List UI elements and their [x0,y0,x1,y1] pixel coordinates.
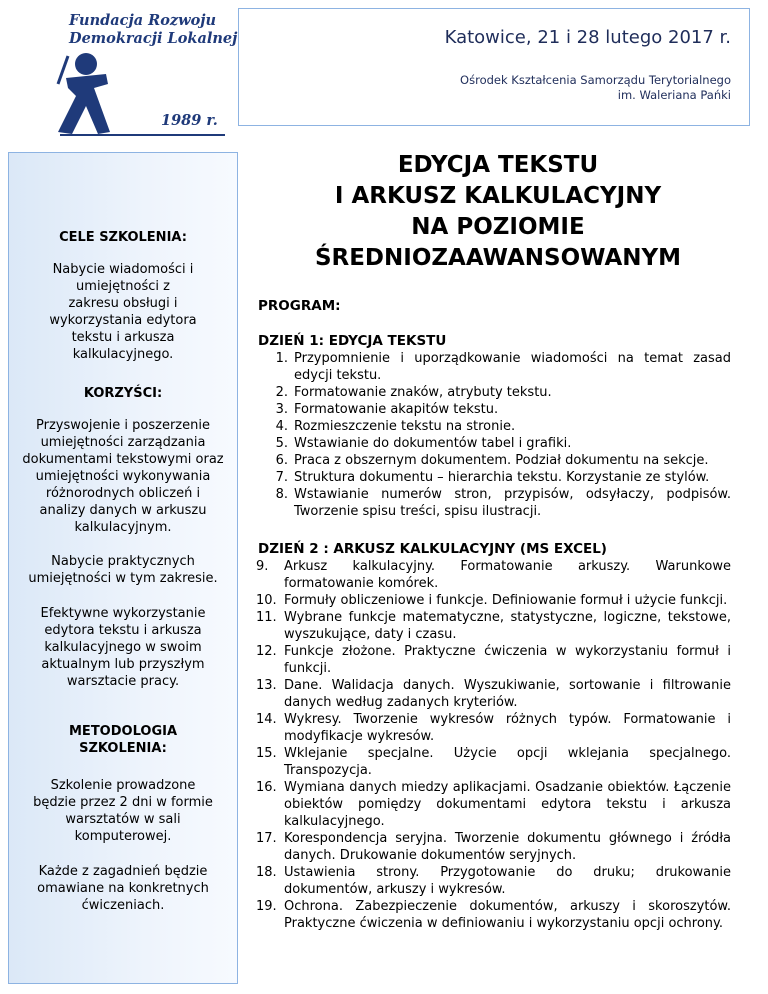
day2-heading: DZIEŃ 2 : ARKUSZ KALKULACYJNY (MS EXCEL) [258,541,607,557]
goals-text: Nabycie wiadomości i umiejętności z zakresu obsługi i wykorzystania edytora tekstu i arkusza kalkulacyjnego. [49,262,197,362]
list-item-number: 19. [256,899,277,914]
benefits-heading: KORZYŚCI: [83,386,163,401]
list-item [258,418,731,435]
method-text-2: Każde z zagadnień będzie omawiane na konkretnych ćwiczeniach. [37,864,209,913]
list-item-number: 3. [275,402,288,417]
list-item-text: Struktura dokumentu – hierarchia tekstu. Korzystanie ze stylów. [294,470,710,485]
header-box [238,8,750,126]
title-line-4: ŚREDNIOZAAWANSOWANYM [314,245,682,271]
list-item [258,486,731,520]
day1-heading: DZIEŃ 1: EDYCJA TEKSTU [258,333,447,349]
benefits-text-1: Przyswojenie i poszerzenie umiejętności zarządzania dokumentami tekstowymi oraz umiejętności wykonywania różnorodnych obliczeń i analizy danych w arkuszu kalkulacyjnym. [22,418,224,535]
list-item [258,452,731,469]
list-item [256,592,731,609]
sidebar [8,152,238,984]
list-item [258,384,731,401]
method-text-1: Szkolenie prowadzone będzie przez 2 dni w formie warsztatów w sali komputerowej. [33,778,213,844]
goals-heading: CELE SZKOLENIA: [59,230,187,245]
list-item-text: Formatowanie akapitów tekstu. [294,402,499,417]
founding-year: 1989 r. [161,112,218,129]
list-item-text: Ustawienia strony. Przygotowanie do druku; drukowanie dokumentów, arkuszy i wykresów. [284,865,731,897]
benefits-text-2: Nabycie praktycznych umiejętności w tym zakresie. [28,554,218,586]
list-item [256,558,731,592]
list-item-number: 15. [256,746,277,761]
org-name-line1: Fundacja Rozwoju [69,12,217,29]
list-item [258,350,731,384]
list-item [256,677,731,711]
title-line-3: NA POZIOMIE [411,214,585,240]
list-item-number: 10. [256,593,277,608]
list-item-number: 16. [256,780,277,795]
list-item-number: 8. [275,487,288,502]
title-line-2: I ARKUSZ KALKULACYJNY [334,183,662,209]
title-line-1: EDYCJA TEKSTU [397,152,599,178]
list-item-text: Rozmieszczenie tekstu na stronie. [294,419,516,434]
center-patron: im. Waleriana Pańki [617,88,731,102]
method-heading: METODOLOGIA SZKOLENIA: [69,724,178,756]
list-item-number: 6. [275,453,288,468]
list-item-number: 9. [256,559,269,574]
list-item-number: 13. [256,678,277,693]
list-item [256,745,731,779]
training-center [460,73,731,103]
list-item-text: Dane. Walidacja danych. Wyszukiwanie, sortowanie i filtrowanie danych według zadanych kryteriów. [284,678,731,710]
list-item [258,401,731,418]
list-item-text: Arkusz kalkulacyjny. Formatowanie arkuszy. Warunkowe formatowanie komórek. [284,559,731,591]
list-item [256,830,731,864]
event-date: Katowice, 21 i 28 lutego 2017 r. [444,27,731,48]
list-item-text: Wklejanie specjalne. Użycie opcji wklejania specjalnego. Transpozycja. [284,746,731,778]
list-item-text: Ochrona. Zabezpieczenie dokumentów, arkuszy i skoroszytów. Praktyczne ćwiczenia w definiowaniu i wykorzystaniu opcji ochrony. [284,899,731,931]
org-name-line2: Demokracji Lokalnej [69,30,238,47]
list-item-text: Wstawianie do dokumentów tabel i grafiki. [294,436,572,451]
list-item-text: Formatowanie znaków, atrybuty tekstu. [294,385,552,400]
list-item-number: 12. [256,644,277,659]
list-item [256,779,731,830]
list-item-number: 1. [275,351,288,366]
list-item-number: 14. [256,712,277,727]
day2-list [256,558,731,932]
list-item-number: 18. [256,865,277,880]
list-item [256,864,731,898]
list-item-text: Wymiana danych miedzy aplikacjami. Osadzanie obiektów. Łączenie obiektów pomiędzy dokumentami edytora tekstu i arkusza kalkulacyjnego. [284,780,731,829]
list-item-text: Formuły obliczeniowe i funkcje. Definiowanie formuł i użycie funkcji. [284,593,728,608]
list-item-text: Praca z obszernym dokumentem. Podział dokumentu na sekcje. [294,453,709,468]
list-item-text: Funkcje złożone. Praktyczne ćwiczenia w wykorzystaniu formuł i funkcji. [284,644,731,676]
list-item-text: Wykresy. Tworzenie wykresów różnych typów. Formatowanie i modyfikacje wykresów. [284,712,731,744]
center-name: Ośrodek Kształcenia Samorządu Terytorialnego [460,73,731,87]
list-item-number: 5. [275,436,288,451]
list-item-number: 4. [275,419,288,434]
list-item-number: 2. [275,385,288,400]
list-item-number: 7. [275,470,288,485]
list-item [258,435,731,452]
list-item-text: Wybrane funkcje matematyczne, statystyczne, logiczne, tekstowe, wyszukujące, daty i czasu. [284,610,731,642]
list-item-text: Wstawianie numerów stron, przypisów, odsyłaczy, podpisów. Tworzenie spisu treści, spisu ilustracji. [294,487,731,519]
logo-divider [60,134,225,136]
day1-list [258,350,731,520]
list-item-text: Korespondencja seryjna. Tworzenie dokumentu głównego i źródła danych. Drukowanie dokumentów seryjnych. [284,831,731,863]
list-item [256,609,731,643]
list-item [256,711,731,745]
list-item [258,469,731,486]
program-label: PROGRAM: [258,298,341,314]
benefits-text-3: Efektywne wykorzystanie edytora tekstu i arkusza kalkulacyjnego w swoim aktualnym lub przyszłym warsztacie pracy. [40,606,206,689]
list-item [256,898,731,932]
list-item-text: Przypomnienie i uporządkowanie wiadomości na temat zasad edycji tekstu. [294,351,731,383]
list-item [256,643,731,677]
page-title [258,150,738,274]
list-item-number: 11. [256,610,277,625]
running-figure-logo-icon [28,48,148,148]
organization-name [69,12,237,48]
list-item-number: 17. [256,831,277,846]
